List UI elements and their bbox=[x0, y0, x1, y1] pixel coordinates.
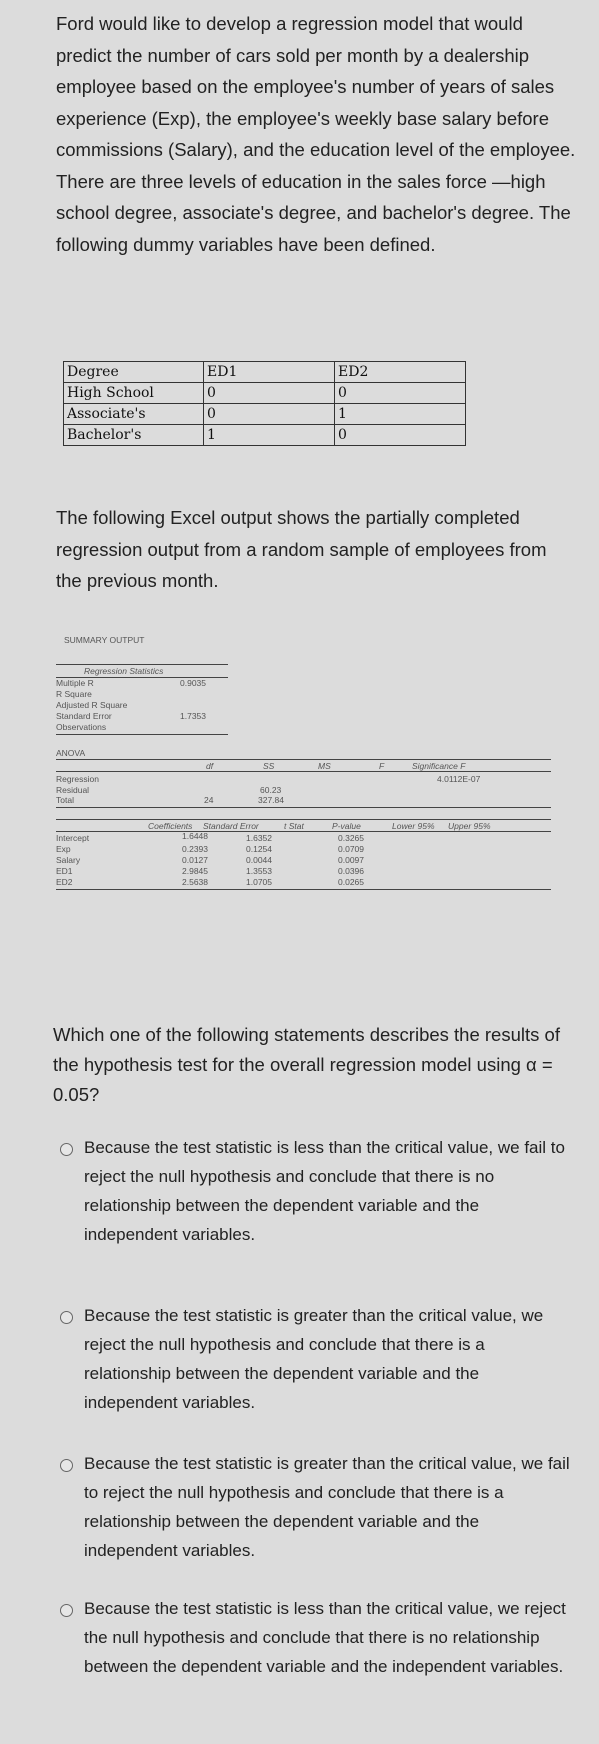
radio-button-icon[interactable] bbox=[60, 1311, 73, 1324]
stat-value: 1.7353 bbox=[180, 711, 206, 721]
stat-label: R Square bbox=[56, 689, 92, 699]
coef-row-label: ED2 bbox=[56, 877, 73, 887]
excel-intro-paragraph: The following Excel output shows the partially completed regression output from a random sample of employees from the previous month. bbox=[56, 507, 547, 591]
radio-button-icon[interactable] bbox=[60, 1459, 73, 1472]
coef-header: Upper 95% bbox=[448, 821, 491, 831]
anova-rule bbox=[56, 771, 551, 772]
pvalue-value: 0.0396 bbox=[338, 866, 364, 876]
dummy-variable-table bbox=[63, 361, 466, 446]
option-text: Because the test statistic is less than the critical value, we fail to reject the null hypothesis and conclude that there is no relationship between the dependent variable and the independent variables. bbox=[84, 1138, 565, 1244]
coef-row-label: Exp bbox=[56, 844, 71, 854]
header-ed2: ED2 bbox=[335, 362, 466, 383]
coef-row-label: Salary bbox=[56, 855, 81, 865]
pvalue-value: 0.3265 bbox=[338, 833, 364, 843]
coef-rule bbox=[56, 831, 551, 832]
se-value: 0.0044 bbox=[246, 855, 272, 865]
table-row bbox=[64, 425, 466, 446]
se-value: 1.6352 bbox=[246, 833, 272, 843]
anova-header-sig: Significance F bbox=[412, 761, 466, 771]
radio-button-icon[interactable] bbox=[60, 1143, 73, 1156]
coef-header: t Stat bbox=[284, 821, 304, 831]
se-value: 0.1254 bbox=[246, 844, 272, 854]
table-cell: 0 bbox=[335, 425, 466, 446]
anova-row-label: Regression bbox=[56, 774, 99, 784]
anova-row-label: Total bbox=[56, 795, 74, 805]
option-text: Because the test statistic is greater than the critical value, we fail to reject the null hypothesis and conclude that there is a relationship between the dependent variable and the independent variables. bbox=[84, 1454, 570, 1560]
table-row bbox=[64, 404, 466, 425]
table-cell: 1 bbox=[204, 425, 335, 446]
coef-header: Lower 95% bbox=[392, 821, 435, 831]
coef-row-label: Intercept bbox=[56, 833, 90, 843]
stat-label: Observations bbox=[56, 722, 107, 732]
table-cell: High School bbox=[64, 383, 204, 404]
table-cell: 0 bbox=[335, 383, 466, 404]
anova-title: ANOVA bbox=[56, 748, 86, 758]
coef-value: 2.5638 bbox=[182, 877, 208, 887]
se-value: 1.0705 bbox=[246, 877, 272, 887]
coef-header: Standard Error bbox=[203, 821, 259, 831]
intro-paragraph: Ford would like to develop a regression model that would predict the number of cars sold per month by a dealership employee based on the employee's number of years of sales experience (Exp), the employee's weekly base salary before commissions (Salary), and the education level of the employee. There are three levels of education in the sales force —high school degree, associate's degree, and bachelor's degree. The following dummy variables have been defined. bbox=[56, 13, 576, 255]
coef-row-label: ED1 bbox=[56, 866, 73, 876]
anova-header-df: df bbox=[206, 761, 214, 771]
anova-ss-value: 327.84 bbox=[258, 795, 284, 805]
option-text: Because the test statistic is greater than the critical value, we reject the null hypothesis and conclude that there is a relationship between the dependent variable and the independent variables. bbox=[84, 1306, 544, 1412]
table-cell: Bachelor's bbox=[64, 425, 204, 446]
summary-rule bbox=[56, 734, 228, 735]
anova-sig-value: 4.0112E-07 bbox=[437, 774, 481, 784]
coef-header: P-value bbox=[332, 821, 361, 831]
regression-statistics-heading: Regression Statistics bbox=[84, 666, 164, 676]
question-text: Which one of the following statements describes the results of the hypothesis test for the overall regression model using α = 0.05? bbox=[53, 1024, 560, 1105]
radio-button-icon[interactable] bbox=[60, 1604, 73, 1617]
anova-rule bbox=[56, 759, 551, 760]
pvalue-value: 0.0265 bbox=[338, 877, 364, 887]
table-header-row bbox=[64, 362, 466, 383]
se-value: 1.3553 bbox=[246, 866, 272, 876]
summary-rule bbox=[56, 664, 228, 665]
anova-ss-value: 60.23 bbox=[260, 785, 282, 795]
coef-value: 1.6448 bbox=[182, 831, 208, 841]
option-text: Because the test statistic is less than the critical value, we reject the null hypothesis and conclude that there is no relationship between the dependent variable and the independent variables. bbox=[84, 1599, 566, 1676]
table-cell: 0 bbox=[204, 383, 335, 404]
pvalue-value: 0.0709 bbox=[338, 844, 364, 854]
table-row bbox=[64, 383, 466, 404]
table-cell: Associate's bbox=[64, 404, 204, 425]
stat-label: Adjusted R Square bbox=[56, 700, 128, 710]
anova-df-value: 24 bbox=[204, 795, 214, 805]
anova-header-ss: SS bbox=[263, 761, 275, 771]
stat-label: Standard Error bbox=[56, 711, 112, 721]
stat-label: Multiple R bbox=[56, 678, 94, 688]
coef-rule bbox=[56, 819, 551, 820]
anova-rule bbox=[56, 807, 551, 808]
pvalue-value: 0.0097 bbox=[338, 855, 364, 865]
coef-header: Coefficients bbox=[148, 821, 193, 831]
header-degree: Degree bbox=[64, 362, 204, 383]
table-cell: 1 bbox=[335, 404, 466, 425]
anova-header-ms: MS bbox=[318, 761, 331, 771]
coef-value: 2.9845 bbox=[182, 866, 208, 876]
anova-row-label: Residual bbox=[56, 785, 90, 795]
anova-header-f: F bbox=[379, 761, 385, 771]
stat-value: 0.9035 bbox=[180, 678, 206, 688]
coef-value: 0.0127 bbox=[182, 855, 208, 865]
summary-output-title: SUMMARY OUTPUT bbox=[64, 635, 145, 645]
coef-value: 0.2393 bbox=[182, 844, 208, 854]
header-ed1: ED1 bbox=[204, 362, 335, 383]
coef-rule bbox=[56, 889, 551, 890]
table-cell: 0 bbox=[204, 404, 335, 425]
